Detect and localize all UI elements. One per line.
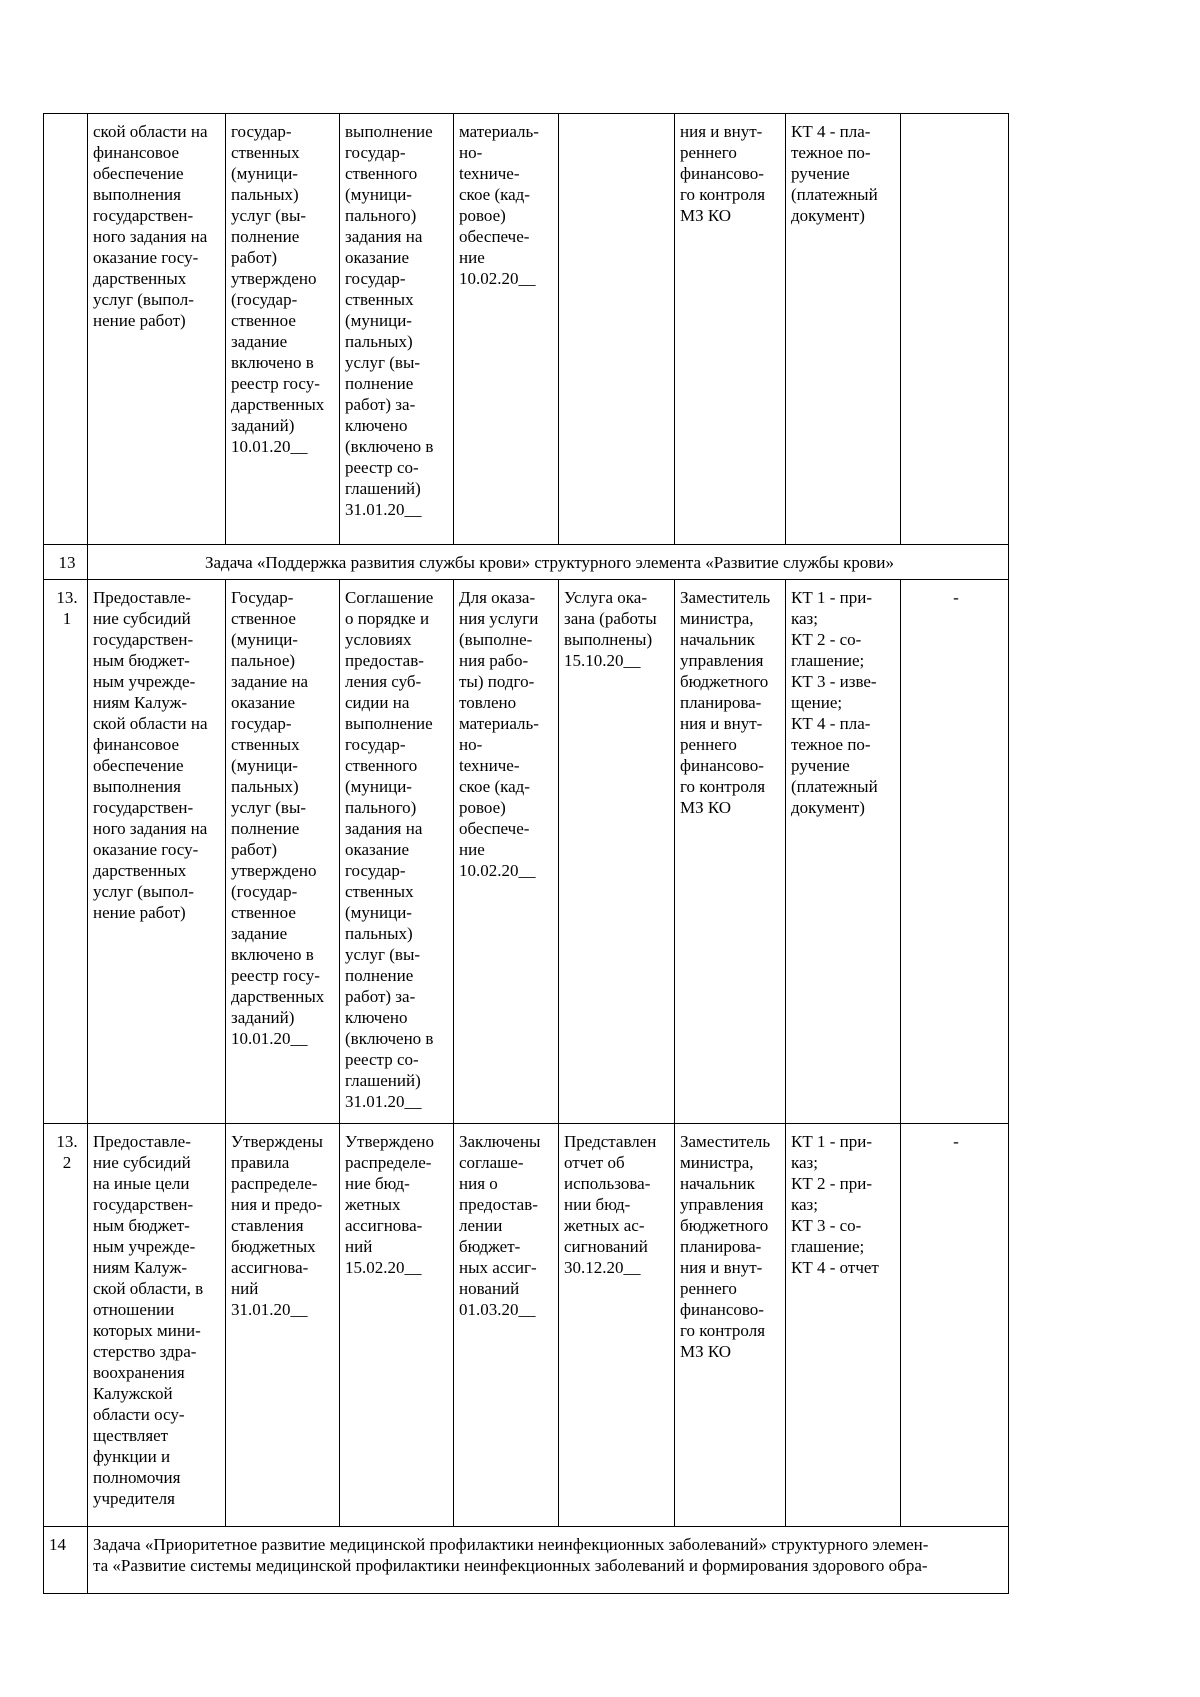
control-point-1-cell: государ- ственных (муници- пальных) услуг (вы- полнение работ) утверждено (государ- ственное задание включено в реестр госу- дарственных заданий) 10.01.20__ <box>226 114 340 545</box>
table-row <box>44 114 1009 545</box>
task-title: Задача «Приоритетное развитие медицинской профилактики неинфекционных заболеваний» структурного элемен- та «Развитие системы медицинской профилактики неинфекционных заболеваний и формирования здорового обра- <box>88 1527 1009 1594</box>
control-point-2-cell: выполнение государ- ственного (муници- пального) задания на оказание государ- ственных (муници- пальных) услуг (вы- полнение работ) за- ключено (включено в реестр со- глашений) 31.01.20__ <box>340 114 454 545</box>
control-point-1-cell: Государ- ственное (муници- пальное) задание на оказание государ- ственных (муници- пальных) услуг (вы- полнение работ) утверждено (государ- ственное задание включено в реестр госу- дарственных заданий) 10.01.20__ <box>226 580 340 1124</box>
event-name-cell: ской области на финансовое обеспечение выполнения государствен- ного задания на оказание госу- дарственных услуг (выпол- нение работ) <box>88 114 226 545</box>
responsible-cell: Заместитель министра, начальник управления бюджетного планирова- ния и внут- реннего финансово- го контроля МЗ КО <box>675 1124 786 1527</box>
control-point-3-cell: материаль- но- tехниче- ское (кад- ровое) обеспече- ние 10.02.20__ <box>454 114 559 545</box>
row-number: 13. 1 <box>44 580 88 1124</box>
control-point-3-cell: Для оказа- ния услуги (выполне- ния рабо- ты) подго- товлено материаль- но- tехниче- ское (кад- ровое) обеспече- ние 10.02.20__ <box>454 580 559 1124</box>
task-row <box>44 1527 1009 1594</box>
control-point-4-cell: Представлен отчет об использова- нии бюд- жетных ас- сигнований 30.12.20__ <box>559 1124 675 1527</box>
control-point-2-cell: Утверждено распределе- ние бюд- жетных ассигнова- ний 15.02.20__ <box>340 1124 454 1527</box>
table-row <box>44 1124 1009 1527</box>
task-number: 14 <box>44 1527 88 1594</box>
plan-table <box>43 113 1009 1594</box>
document-type-cell: КТ 1 - при- каз; КТ 2 - при- каз; КТ 3 - со- глашение; КТ 4 - отчет <box>786 1124 901 1527</box>
control-point-3-cell: Заключены соглаше- ния о предостав- лении бюджет- ных ассиг- нований 01.03.20__ <box>454 1124 559 1527</box>
systems-cell <box>901 114 1009 545</box>
responsible-cell: Заместитель министра, начальник управления бюджетного планирова- ния и внут- реннего финансово- го контроля МЗ КО <box>675 580 786 1124</box>
task-title: Задача «Поддержка развития службы крови» структурного элемента «Развитие службы крови» <box>88 545 1009 580</box>
control-point-4-cell <box>559 114 675 545</box>
responsible-cell: ния и внут- реннего финансово- го контроля МЗ КО <box>675 114 786 545</box>
task-row <box>44 545 1009 580</box>
systems-cell: - <box>901 1124 1009 1527</box>
systems-cell: - <box>901 580 1009 1124</box>
control-point-4-cell: Услуга ока- зана (работы выполнены) 15.10.20__ <box>559 580 675 1124</box>
control-point-1-cell: Утверждены правила распределе- ния и предо- ставления бюджетных ассигнова- ний 31.01.20__ <box>226 1124 340 1527</box>
document-type-cell: КТ 1 - при- каз; КТ 2 - со- глашение; КТ 3 - изве- щение; КТ 4 - пла- тежное по- ручение (платежный документ) <box>786 580 901 1124</box>
document-type-cell: КТ 4 - пла- тежное по- ручение (платежный документ) <box>786 114 901 545</box>
event-name-cell: Предоставле- ние субсидий на иные цели государствен- ным бюджет- ным учрежде- ниям Калуж- ской области, в отношении которых мини- стерство здра- воохранения Калужской области осу- ществляет функции и полномочия учредителя <box>88 1124 226 1527</box>
control-point-2-cell: Соглашение о порядке и условиях предостав- ления суб- сидии на выполнение государ- ственного (муници- пального) задания на оказание государ- ственных (муници- пальных) услуг (вы- полнение работ) за- ключено (включено в реестр со- глашений) 31.01.20__ <box>340 580 454 1124</box>
row-number: 13. 2 <box>44 1124 88 1527</box>
event-name-cell: Предоставле- ние субсидий государствен- ным бюджет- ным учрежде- ниям Калуж- ской области на финансовое обеспечение выполнения государствен- ного задания на оказание госу- дарственных услуг (выпол- нение работ) <box>88 580 226 1124</box>
task-number: 13 <box>44 545 88 580</box>
row-number <box>44 114 88 545</box>
table-row <box>44 580 1009 1124</box>
